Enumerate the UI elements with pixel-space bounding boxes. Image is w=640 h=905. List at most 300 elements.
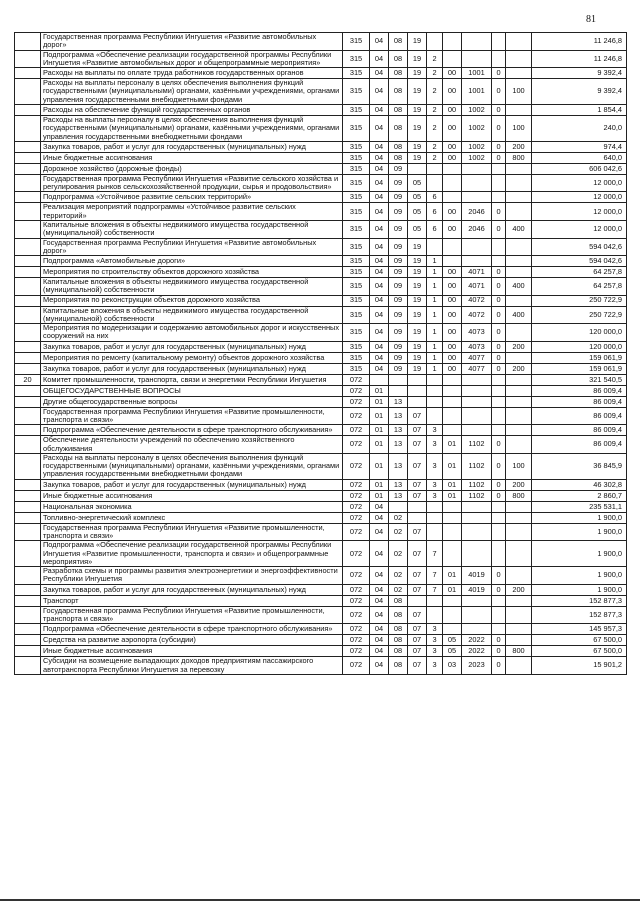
item-name-cell: Закупка товаров, работ и услуг для государственных (муниципальных) нужд (41, 341, 343, 352)
direction-code-cell: 1002 (462, 115, 492, 141)
amount-cell: 36 845,9 (532, 453, 627, 479)
row-number-cell (15, 278, 41, 296)
subprogram-code-cell: 1 (427, 363, 443, 374)
subprogram-code-cell: 2 (427, 141, 443, 152)
table-row (15, 490, 627, 501)
direction-code-cell: 4019 (462, 567, 492, 585)
event-code-cell: 00 (443, 341, 462, 352)
program-code-cell: 19 (408, 141, 427, 152)
expense-type-code-cell (506, 595, 532, 606)
program-code-cell: 19 (408, 152, 427, 163)
direction-code-cell (462, 192, 492, 203)
subsection-code-cell: 09 (389, 267, 408, 278)
page-number: 81 (586, 14, 596, 25)
event-code-cell: 00 (443, 363, 462, 374)
subprogram-code-cell (427, 374, 443, 385)
program-code-cell: 07 (408, 436, 427, 454)
event-code-cell: 00 (443, 203, 462, 221)
amount-cell: 11 246,8 (532, 33, 627, 51)
ministry-code-cell: 072 (343, 453, 370, 479)
expense-type-code-cell (506, 174, 532, 192)
digit-code-cell (492, 385, 506, 396)
event-code-cell: 00 (443, 141, 462, 152)
expense-type-code-cell: 400 (506, 220, 532, 238)
program-code-cell (408, 512, 427, 523)
program-code-cell: 19 (408, 238, 427, 256)
table-row (15, 220, 627, 238)
subsection-code-cell: 08 (389, 68, 408, 79)
subsection-code-cell: 02 (389, 523, 408, 541)
subsection-code-cell: 08 (389, 152, 408, 163)
digit-code-cell (492, 501, 506, 512)
event-code-cell (443, 407, 462, 425)
direction-code-cell: 1002 (462, 152, 492, 163)
ministry-code-cell: 072 (343, 541, 370, 567)
table-row (15, 341, 627, 352)
subprogram-code-cell: 3 (427, 453, 443, 479)
amount-cell: 594 042,6 (532, 238, 627, 256)
digit-code-cell (492, 192, 506, 203)
digit-code-cell (492, 606, 506, 624)
event-code-cell (443, 385, 462, 396)
amount-cell: 1 900,0 (532, 541, 627, 567)
item-name-cell: Другие общегосударственные вопросы (41, 396, 343, 407)
digit-code-cell (492, 374, 506, 385)
amount-cell: 86 009,4 (532, 407, 627, 425)
row-number-cell (15, 163, 41, 174)
amount-cell: 594 042,6 (532, 256, 627, 267)
row-number-cell (15, 646, 41, 657)
row-number-cell (15, 436, 41, 454)
program-code-cell: 07 (408, 567, 427, 585)
table-row (15, 174, 627, 192)
subprogram-code-cell: 3 (427, 624, 443, 635)
subprogram-code-cell (427, 396, 443, 407)
table-row (15, 646, 627, 657)
ministry-code-cell: 315 (343, 152, 370, 163)
expense-type-code-cell (506, 295, 532, 306)
amount-cell: 152 877,3 (532, 606, 627, 624)
event-code-cell: 01 (443, 453, 462, 479)
row-number-cell (15, 152, 41, 163)
subsection-code-cell (389, 501, 408, 512)
table-row (15, 163, 627, 174)
table-row (15, 567, 627, 585)
event-code-cell (443, 256, 462, 267)
direction-code-cell (462, 238, 492, 256)
event-code-cell (443, 50, 462, 68)
section-code-cell: 01 (370, 425, 389, 436)
section-code-cell: 01 (370, 436, 389, 454)
amount-cell: 1 854,4 (532, 104, 627, 115)
direction-code-cell: 4077 (462, 363, 492, 374)
direction-code-cell (462, 396, 492, 407)
ministry-code-cell: 315 (343, 141, 370, 152)
direction-code-cell: 1102 (462, 453, 492, 479)
table-row (15, 50, 627, 68)
row-number-cell (15, 79, 41, 105)
event-code-cell: 00 (443, 152, 462, 163)
program-code-cell (408, 385, 427, 396)
section-code-cell: 04 (370, 352, 389, 363)
expense-type-code-cell (506, 606, 532, 624)
direction-code-cell (462, 163, 492, 174)
program-code-cell: 07 (408, 624, 427, 635)
expense-type-code-cell (506, 385, 532, 396)
amount-cell: 974,4 (532, 141, 627, 152)
row-number-cell (15, 425, 41, 436)
digit-code-cell (492, 595, 506, 606)
subprogram-code-cell: 3 (427, 490, 443, 501)
ministry-code-cell: 315 (343, 203, 370, 221)
program-code-cell: 05 (408, 220, 427, 238)
digit-code-cell (492, 33, 506, 51)
table-row (15, 363, 627, 374)
section-code-cell: 04 (370, 220, 389, 238)
table-row (15, 203, 627, 221)
digit-code-cell: 0 (492, 479, 506, 490)
subprogram-code-cell: 2 (427, 68, 443, 79)
event-code-cell: 01 (443, 479, 462, 490)
table-row (15, 501, 627, 512)
row-number-cell (15, 306, 41, 324)
subsection-code-cell: 02 (389, 567, 408, 585)
table-row (15, 624, 627, 635)
direction-code-cell: 1001 (462, 79, 492, 105)
item-name-cell: Иные бюджетные ассигнования (41, 646, 343, 657)
expense-type-code-cell: 100 (506, 79, 532, 105)
table-row (15, 79, 627, 105)
subsection-code-cell (389, 385, 408, 396)
subprogram-code-cell: 1 (427, 295, 443, 306)
digit-code-cell (492, 624, 506, 635)
amount-cell: 145 957,3 (532, 624, 627, 635)
item-name-cell: Комитет промышленности, транспорта, связи и энергетики Республики Ингушетия (41, 374, 343, 385)
item-name-cell: Государственная программа Республики Ингушетия «Развитие автомобильных дорог» (41, 238, 343, 256)
item-name-cell: Подпрограмма «Автомобильные дороги» (41, 256, 343, 267)
program-code-cell: 07 (408, 425, 427, 436)
subsection-code-cell: 08 (389, 115, 408, 141)
event-code-cell (443, 396, 462, 407)
amount-cell: 1 900,0 (532, 584, 627, 595)
digit-code-cell: 0 (492, 567, 506, 585)
section-code-cell (370, 374, 389, 385)
digit-code-cell: 0 (492, 278, 506, 296)
direction-code-cell: 4073 (462, 341, 492, 352)
direction-code-cell (462, 541, 492, 567)
direction-code-cell: 1102 (462, 436, 492, 454)
amount-cell: 152 877,3 (532, 595, 627, 606)
subprogram-code-cell (427, 174, 443, 192)
row-number-cell (15, 352, 41, 363)
program-code-cell (408, 501, 427, 512)
subsection-code-cell: 08 (389, 657, 408, 675)
section-code-cell: 04 (370, 606, 389, 624)
section-code-cell: 04 (370, 152, 389, 163)
program-code-cell: 19 (408, 295, 427, 306)
row-number-cell (15, 192, 41, 203)
digit-code-cell (492, 396, 506, 407)
subsection-code-cell: 09 (389, 341, 408, 352)
subsection-code-cell: 08 (389, 79, 408, 105)
section-code-cell: 04 (370, 523, 389, 541)
program-code-cell: 19 (408, 68, 427, 79)
program-code-cell: 05 (408, 174, 427, 192)
digit-code-cell (492, 512, 506, 523)
expense-type-code-cell: 400 (506, 278, 532, 296)
direction-code-cell (462, 501, 492, 512)
direction-code-cell: 4071 (462, 267, 492, 278)
event-code-cell: 01 (443, 436, 462, 454)
subsection-code-cell: 09 (389, 174, 408, 192)
ministry-code-cell: 315 (343, 50, 370, 68)
item-name-cell: Реализация мероприятий подпрограммы «Устойчивое развитие сельских территорий» (41, 203, 343, 221)
item-name-cell: Расходы на выплаты персоналу в целях обеспечения выполнения функций государственными (муниципальными) органами, казёнными учреждениями, органами управления государственными внебюджетными фондами (41, 79, 343, 105)
program-code-cell: 07 (408, 407, 427, 425)
item-name-cell: Закупка товаров, работ и услуг для государственных (муниципальных) нужд (41, 479, 343, 490)
table-row (15, 104, 627, 115)
table-row (15, 141, 627, 152)
item-name-cell: Расходы на выплаты персоналу в целях обеспечения выполнения функций государственными (муниципальными) органами, казёнными учреждениями, органами управления государственными внебюджетными фондами (41, 453, 343, 479)
digit-code-cell: 0 (492, 267, 506, 278)
table-row (15, 407, 627, 425)
subsection-code-cell: 09 (389, 324, 408, 342)
table-row (15, 238, 627, 256)
section-code-cell: 04 (370, 567, 389, 585)
subprogram-code-cell: 1 (427, 256, 443, 267)
subsection-code-cell: 08 (389, 33, 408, 51)
section-code-cell: 04 (370, 624, 389, 635)
subsection-code-cell: 08 (389, 635, 408, 646)
item-name-cell: Дорожное хозяйство (дорожные фонды) (41, 163, 343, 174)
subsection-code-cell: 08 (389, 624, 408, 635)
subsection-code-cell: 09 (389, 203, 408, 221)
row-number-cell (15, 363, 41, 374)
subprogram-code-cell: 6 (427, 203, 443, 221)
digit-code-cell: 0 (492, 341, 506, 352)
ministry-code-cell: 072 (343, 407, 370, 425)
direction-code-cell: 2023 (462, 657, 492, 675)
section-code-cell: 04 (370, 33, 389, 51)
event-code-cell: 00 (443, 220, 462, 238)
ministry-code-cell: 315 (343, 278, 370, 296)
digit-code-cell: 0 (492, 68, 506, 79)
expense-type-code-cell (506, 374, 532, 385)
digit-code-cell: 0 (492, 152, 506, 163)
expense-type-code-cell (506, 50, 532, 68)
section-code-cell: 04 (370, 104, 389, 115)
amount-cell: 120 000,0 (532, 341, 627, 352)
ministry-code-cell: 315 (343, 352, 370, 363)
ministry-code-cell: 072 (343, 490, 370, 501)
expense-type-code-cell: 800 (506, 490, 532, 501)
direction-code-cell (462, 425, 492, 436)
ministry-code-cell: 315 (343, 306, 370, 324)
table-row (15, 278, 627, 296)
table-row (15, 453, 627, 479)
row-number-cell (15, 256, 41, 267)
subsection-code-cell: 13 (389, 490, 408, 501)
subprogram-code-cell: 2 (427, 115, 443, 141)
table-row (15, 657, 627, 675)
subprogram-code-cell (427, 606, 443, 624)
ministry-code-cell: 072 (343, 584, 370, 595)
ministry-code-cell: 072 (343, 374, 370, 385)
program-code-cell: 19 (408, 352, 427, 363)
event-code-cell (443, 238, 462, 256)
bottom-rule (0, 899, 640, 901)
event-code-cell: 05 (443, 635, 462, 646)
program-code-cell: 05 (408, 203, 427, 221)
amount-cell: 67 500,0 (532, 635, 627, 646)
event-code-cell (443, 33, 462, 51)
subprogram-code-cell: 3 (427, 479, 443, 490)
expense-type-code-cell (506, 324, 532, 342)
subsection-code-cell: 08 (389, 50, 408, 68)
direction-code-cell (462, 624, 492, 635)
item-name-cell: Государственная программа Республики Ингушетия «Развитие промышленности, транспорта и связи» (41, 606, 343, 624)
direction-code-cell: 1002 (462, 141, 492, 152)
item-name-cell: Подпрограмма «Устойчивое развитие сельских территорий» (41, 192, 343, 203)
table-row (15, 256, 627, 267)
subprogram-code-cell: 6 (427, 220, 443, 238)
subsection-code-cell: 09 (389, 256, 408, 267)
subprogram-code-cell: 3 (427, 657, 443, 675)
program-code-cell: 19 (408, 33, 427, 51)
event-code-cell (443, 512, 462, 523)
section-code-cell: 04 (370, 278, 389, 296)
table-row (15, 396, 627, 407)
ministry-code-cell: 072 (343, 523, 370, 541)
program-code-cell: 07 (408, 541, 427, 567)
table-row (15, 512, 627, 523)
item-name-cell: Подпрограмма «Обеспечение реализации государственной программы Республики Ингушетия «Развитие автомобильных дорог и общепрограммные мероприятия» (41, 50, 343, 68)
table-row (15, 306, 627, 324)
amount-cell: 12 000,0 (532, 174, 627, 192)
digit-code-cell: 0 (492, 220, 506, 238)
item-name-cell: Национальная экономика (41, 501, 343, 512)
direction-code-cell: 4073 (462, 324, 492, 342)
digit-code-cell (492, 163, 506, 174)
row-number-cell (15, 295, 41, 306)
program-code-cell: 07 (408, 490, 427, 501)
event-code-cell (443, 163, 462, 174)
direction-code-cell (462, 33, 492, 51)
subsection-code-cell: 09 (389, 238, 408, 256)
item-name-cell: Капитальные вложения в объекты недвижимого имущества государственной (муниципальной) собственности (41, 278, 343, 296)
event-code-cell (443, 606, 462, 624)
section-code-cell: 04 (370, 363, 389, 374)
expense-type-code-cell (506, 541, 532, 567)
program-code-cell (408, 163, 427, 174)
program-code-cell: 19 (408, 115, 427, 141)
section-code-cell: 04 (370, 192, 389, 203)
subprogram-code-cell: 1 (427, 278, 443, 296)
table-row (15, 479, 627, 490)
section-code-cell: 04 (370, 203, 389, 221)
expense-type-code-cell: 800 (506, 152, 532, 163)
table-row (15, 523, 627, 541)
program-code-cell: 07 (408, 635, 427, 646)
section-code-cell: 04 (370, 267, 389, 278)
item-name-cell: Капитальные вложения в объекты недвижимого имущества государственной (муниципальной) собственности (41, 306, 343, 324)
amount-cell: 46 302,8 (532, 479, 627, 490)
section-code-cell: 04 (370, 256, 389, 267)
row-number-cell (15, 115, 41, 141)
subprogram-code-cell (427, 407, 443, 425)
subsection-code-cell: 09 (389, 363, 408, 374)
row-number-cell (15, 567, 41, 585)
item-name-cell: Государственная программа Республики Ингушетия «Развитие автомобильных дорог» (41, 33, 343, 51)
row-number-cell (15, 479, 41, 490)
subprogram-code-cell (427, 33, 443, 51)
section-code-cell: 01 (370, 479, 389, 490)
digit-code-cell (492, 541, 506, 567)
item-name-cell: ОБЩЕГОСУДАРСТВЕННЫЕ ВОПРОСЫ (41, 385, 343, 396)
item-name-cell: Расходы на выплаты персоналу в целях обеспечения выполнения функций государственными (муниципальными) органами, казёнными учреждениями, органами управления государственными внебюджетными фондами (41, 115, 343, 141)
event-code-cell: 00 (443, 115, 462, 141)
ministry-code-cell: 072 (343, 479, 370, 490)
subprogram-code-cell (427, 385, 443, 396)
direction-code-cell: 4077 (462, 352, 492, 363)
subprogram-code-cell: 2 (427, 79, 443, 105)
section-code-cell: 04 (370, 163, 389, 174)
amount-cell: 250 722,9 (532, 306, 627, 324)
amount-cell: 1 900,0 (532, 567, 627, 585)
event-code-cell: 00 (443, 324, 462, 342)
ministry-code-cell: 315 (343, 295, 370, 306)
section-code-cell: 04 (370, 657, 389, 675)
expense-type-code-cell: 100 (506, 453, 532, 479)
direction-code-cell (462, 407, 492, 425)
expense-type-code-cell (506, 256, 532, 267)
row-number-cell (15, 396, 41, 407)
subsection-code-cell: 08 (389, 646, 408, 657)
section-code-cell: 04 (370, 174, 389, 192)
program-code-cell: 07 (408, 453, 427, 479)
digit-code-cell: 0 (492, 306, 506, 324)
ministry-code-cell: 072 (343, 396, 370, 407)
program-code-cell: 19 (408, 50, 427, 68)
section-code-cell: 04 (370, 584, 389, 595)
row-number-cell (15, 584, 41, 595)
table-row (15, 295, 627, 306)
event-code-cell: 00 (443, 306, 462, 324)
subsection-code-cell: 02 (389, 512, 408, 523)
table-row (15, 584, 627, 595)
expense-type-code-cell: 400 (506, 306, 532, 324)
ministry-code-cell: 315 (343, 238, 370, 256)
item-name-cell: Разработка схемы и программы развития электроэнергетики и энергоэффективности Республики Ингушетия (41, 567, 343, 585)
item-name-cell: Топливно-энергетический комплекс (41, 512, 343, 523)
item-name-cell: Закупка товаров, работ и услуг для государственных (муниципальных) нужд (41, 584, 343, 595)
subsection-code-cell: 13 (389, 407, 408, 425)
direction-code-cell (462, 523, 492, 541)
ministry-code-cell: 315 (343, 341, 370, 352)
digit-code-cell: 0 (492, 295, 506, 306)
event-code-cell (443, 595, 462, 606)
expense-type-code-cell: 200 (506, 141, 532, 152)
event-code-cell: 00 (443, 295, 462, 306)
expense-type-code-cell (506, 163, 532, 174)
subsection-code-cell: 09 (389, 295, 408, 306)
item-name-cell: Обеспечение деятельности учреждений по обеспечению хозяйственного обслуживания (41, 436, 343, 454)
program-code-cell: 07 (408, 606, 427, 624)
section-code-cell: 01 (370, 385, 389, 396)
direction-code-cell: 2022 (462, 635, 492, 646)
section-code-cell: 01 (370, 490, 389, 501)
ministry-code-cell: 315 (343, 256, 370, 267)
